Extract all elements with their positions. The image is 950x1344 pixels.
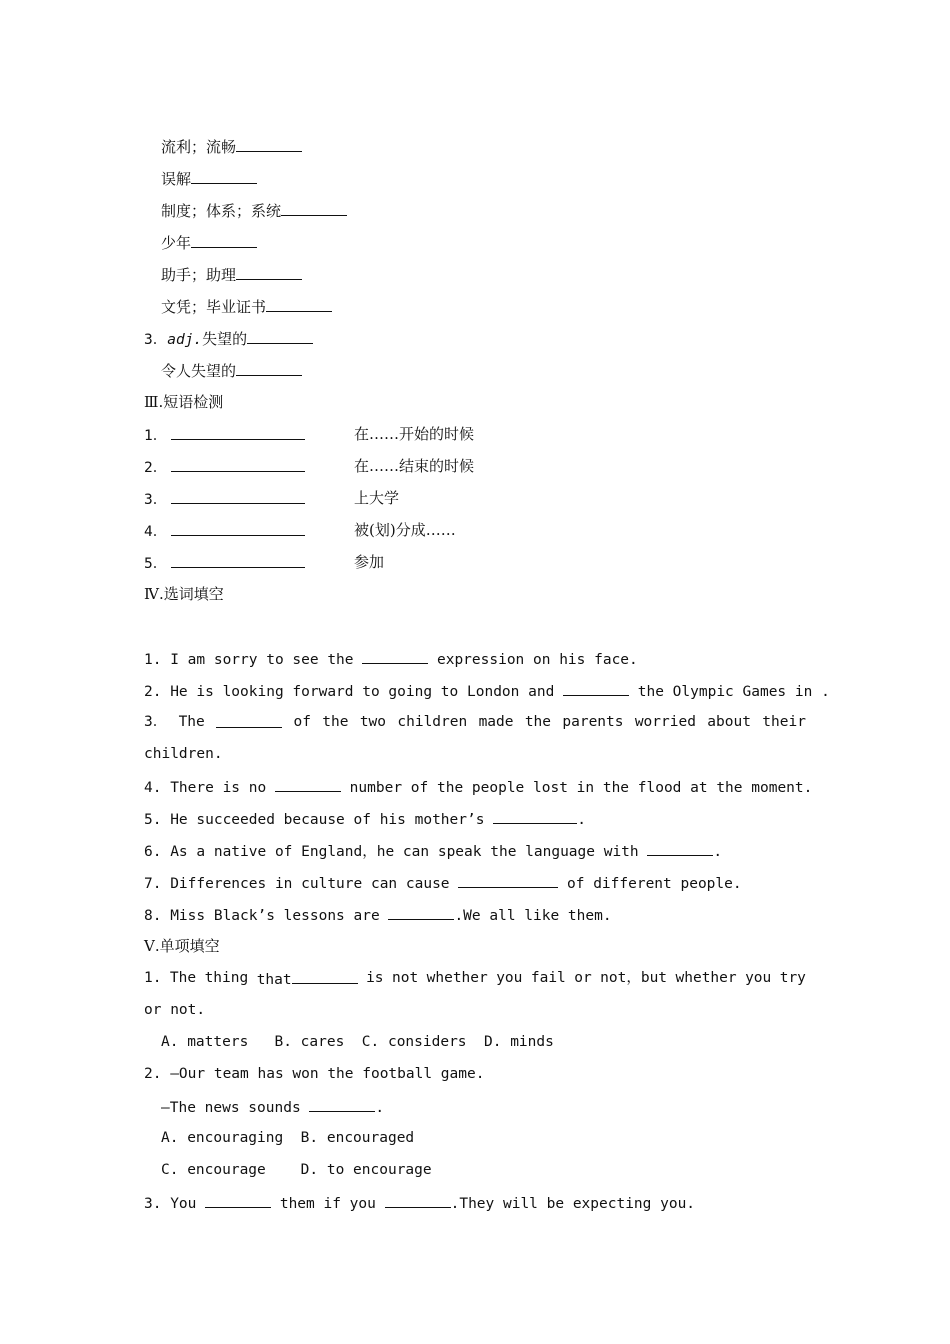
word: children bbox=[397, 714, 468, 730]
part-of-speech: adj. bbox=[167, 332, 203, 348]
answer-options[interactable]: A. encouraging B. encouraged bbox=[161, 1130, 415, 1146]
word: made bbox=[478, 714, 514, 730]
vocab-item bbox=[161, 264, 302, 285]
word: try bbox=[779, 970, 806, 986]
vocab-text: 流利；流畅 bbox=[161, 138, 237, 156]
phrase-meaning: 在……结束的时候 bbox=[354, 457, 475, 475]
blank[interactable] bbox=[385, 1192, 451, 1208]
vocab-text: 失望的 bbox=[202, 330, 248, 348]
word: that bbox=[256, 972, 292, 988]
sentence-text: 1. I am sorry to see the bbox=[144, 652, 363, 668]
blank[interactable] bbox=[171, 488, 305, 504]
vocab-item bbox=[161, 360, 302, 381]
phrase-row bbox=[144, 488, 305, 510]
vocab-text: 制度；体系；系统 bbox=[161, 202, 282, 220]
sentence-text: 7. Differences in culture can cause bbox=[144, 876, 459, 892]
sentence-text: the Olympic Games in . bbox=[629, 684, 830, 700]
blank[interactable] bbox=[171, 552, 305, 568]
word-with-blank bbox=[257, 968, 358, 990]
word: not，but bbox=[600, 970, 668, 986]
question-number: 5． bbox=[144, 556, 168, 572]
sentence-text: them if you bbox=[271, 1196, 385, 1212]
sentence-text: 6. As a native of England，he can speak the language with bbox=[144, 844, 648, 860]
word: 3． bbox=[144, 714, 168, 730]
vocab-text: 文凭；毕业证书 bbox=[161, 298, 267, 316]
vocab-text: 少年 bbox=[161, 234, 192, 252]
sentence-text: 3. You bbox=[144, 1196, 206, 1212]
blank[interactable] bbox=[362, 648, 428, 664]
word: about bbox=[707, 714, 751, 730]
sentence-text: . bbox=[375, 1100, 385, 1116]
blank[interactable] bbox=[292, 968, 358, 984]
blank[interactable] bbox=[236, 360, 302, 376]
sentence-text: 5. He succeeded because of his mother’s bbox=[144, 812, 494, 828]
blank[interactable] bbox=[216, 712, 282, 728]
word: fail bbox=[530, 970, 566, 986]
blank[interactable] bbox=[563, 680, 629, 696]
sentence-text: 8. Miss Black’s lessons are bbox=[144, 908, 389, 924]
answer-options[interactable]: C. encourage D. to encourage bbox=[161, 1162, 432, 1178]
word: parents bbox=[562, 714, 624, 730]
word: not bbox=[391, 970, 419, 986]
blank[interactable] bbox=[236, 264, 302, 280]
blank[interactable] bbox=[309, 1096, 375, 1112]
question-number: 2． bbox=[144, 460, 168, 476]
sentence-continuation: or not. bbox=[144, 1002, 206, 1018]
sentence-text: . bbox=[577, 812, 586, 828]
sentence-text: —The news sounds bbox=[161, 1100, 310, 1116]
word: worried bbox=[634, 714, 696, 730]
sentence-text: 4. There is no bbox=[144, 780, 275, 796]
sentence-justified bbox=[144, 712, 806, 732]
word: you bbox=[496, 970, 523, 986]
question-number: 1． bbox=[144, 428, 168, 444]
phrase-row bbox=[144, 456, 305, 478]
phrase-meaning: 上大学 bbox=[354, 489, 400, 507]
blank[interactable] bbox=[458, 872, 558, 888]
word: of bbox=[293, 714, 311, 730]
answer-options[interactable]: A. matters B. cares C. considers D. minds bbox=[161, 1034, 554, 1050]
word: whether bbox=[675, 970, 737, 986]
section-heading: Ⅳ.选词填空 bbox=[144, 585, 224, 603]
question-number: 3． bbox=[144, 332, 168, 348]
sentence-text: of different people. bbox=[558, 876, 742, 892]
vocab-item bbox=[161, 168, 257, 189]
vocab-text: 助手；助理 bbox=[161, 266, 237, 284]
sentence-text: .We all like them. bbox=[454, 908, 612, 924]
word: their bbox=[762, 714, 806, 730]
sentence-text: number of the people lost in the flood at the moment. bbox=[340, 780, 813, 796]
question-number: 4． bbox=[144, 524, 168, 540]
word: the bbox=[524, 714, 552, 730]
sentence bbox=[144, 840, 722, 862]
vocab-text: 令人失望的 bbox=[161, 362, 237, 380]
vocab-text: 误解 bbox=[161, 170, 192, 188]
vocab-q3 bbox=[144, 328, 313, 350]
blank[interactable] bbox=[191, 168, 257, 184]
sentence-continuation: children. bbox=[144, 746, 223, 762]
phrase-meaning: 参加 bbox=[354, 553, 385, 571]
word: is bbox=[366, 970, 384, 986]
blank[interactable] bbox=[281, 200, 347, 216]
phrase-row bbox=[144, 424, 305, 446]
blank[interactable] bbox=[647, 840, 713, 856]
blank[interactable] bbox=[266, 296, 332, 312]
blank[interactable] bbox=[236, 136, 302, 152]
blank[interactable] bbox=[205, 1192, 271, 1208]
vocab-item bbox=[161, 136, 302, 157]
blank[interactable] bbox=[275, 776, 341, 792]
word: you bbox=[745, 970, 772, 986]
word: the bbox=[322, 714, 349, 730]
blank[interactable] bbox=[247, 328, 313, 344]
sentence bbox=[144, 808, 586, 830]
sentence bbox=[144, 872, 742, 894]
blank[interactable] bbox=[388, 904, 454, 920]
vocab-item bbox=[161, 200, 347, 221]
blank[interactable] bbox=[171, 456, 305, 472]
question-line: 2. —Our team has won the football game. bbox=[144, 1066, 485, 1082]
sentence bbox=[144, 648, 638, 670]
question-line bbox=[161, 1096, 384, 1118]
word: two bbox=[359, 714, 387, 730]
vocab-item bbox=[161, 232, 257, 253]
phrase-row bbox=[144, 520, 305, 542]
phrase-row bbox=[144, 552, 305, 574]
sentence bbox=[144, 776, 812, 798]
sentence-text: . bbox=[713, 844, 723, 860]
blank[interactable] bbox=[171, 520, 305, 536]
word: The bbox=[169, 970, 197, 986]
blank[interactable] bbox=[493, 808, 577, 824]
word: or bbox=[574, 970, 592, 986]
phrase-meaning: 被(划)分成…… bbox=[354, 521, 456, 539]
question-justified bbox=[144, 968, 806, 990]
sentence-text: .They will be expecting you. bbox=[450, 1196, 696, 1212]
phrase-meaning: 在……开始的时候 bbox=[354, 425, 475, 443]
word: whether bbox=[426, 970, 488, 986]
section-heading: Ⅲ.短语检测 bbox=[144, 393, 224, 411]
word: 1. bbox=[144, 970, 162, 986]
sentence-text: expression on his face. bbox=[428, 652, 638, 668]
blank[interactable] bbox=[171, 424, 305, 440]
word: thing bbox=[204, 970, 249, 986]
question-number: 3． bbox=[144, 492, 168, 508]
sentence bbox=[144, 680, 830, 702]
question-line bbox=[144, 1192, 695, 1214]
vocab-item bbox=[161, 296, 332, 317]
sentence bbox=[144, 904, 612, 926]
sentence-text: 2. He is looking forward to going to London and bbox=[144, 684, 564, 700]
blank[interactable] bbox=[191, 232, 257, 248]
word: The bbox=[178, 714, 205, 730]
section-heading: Ⅴ.单项填空 bbox=[144, 937, 220, 955]
